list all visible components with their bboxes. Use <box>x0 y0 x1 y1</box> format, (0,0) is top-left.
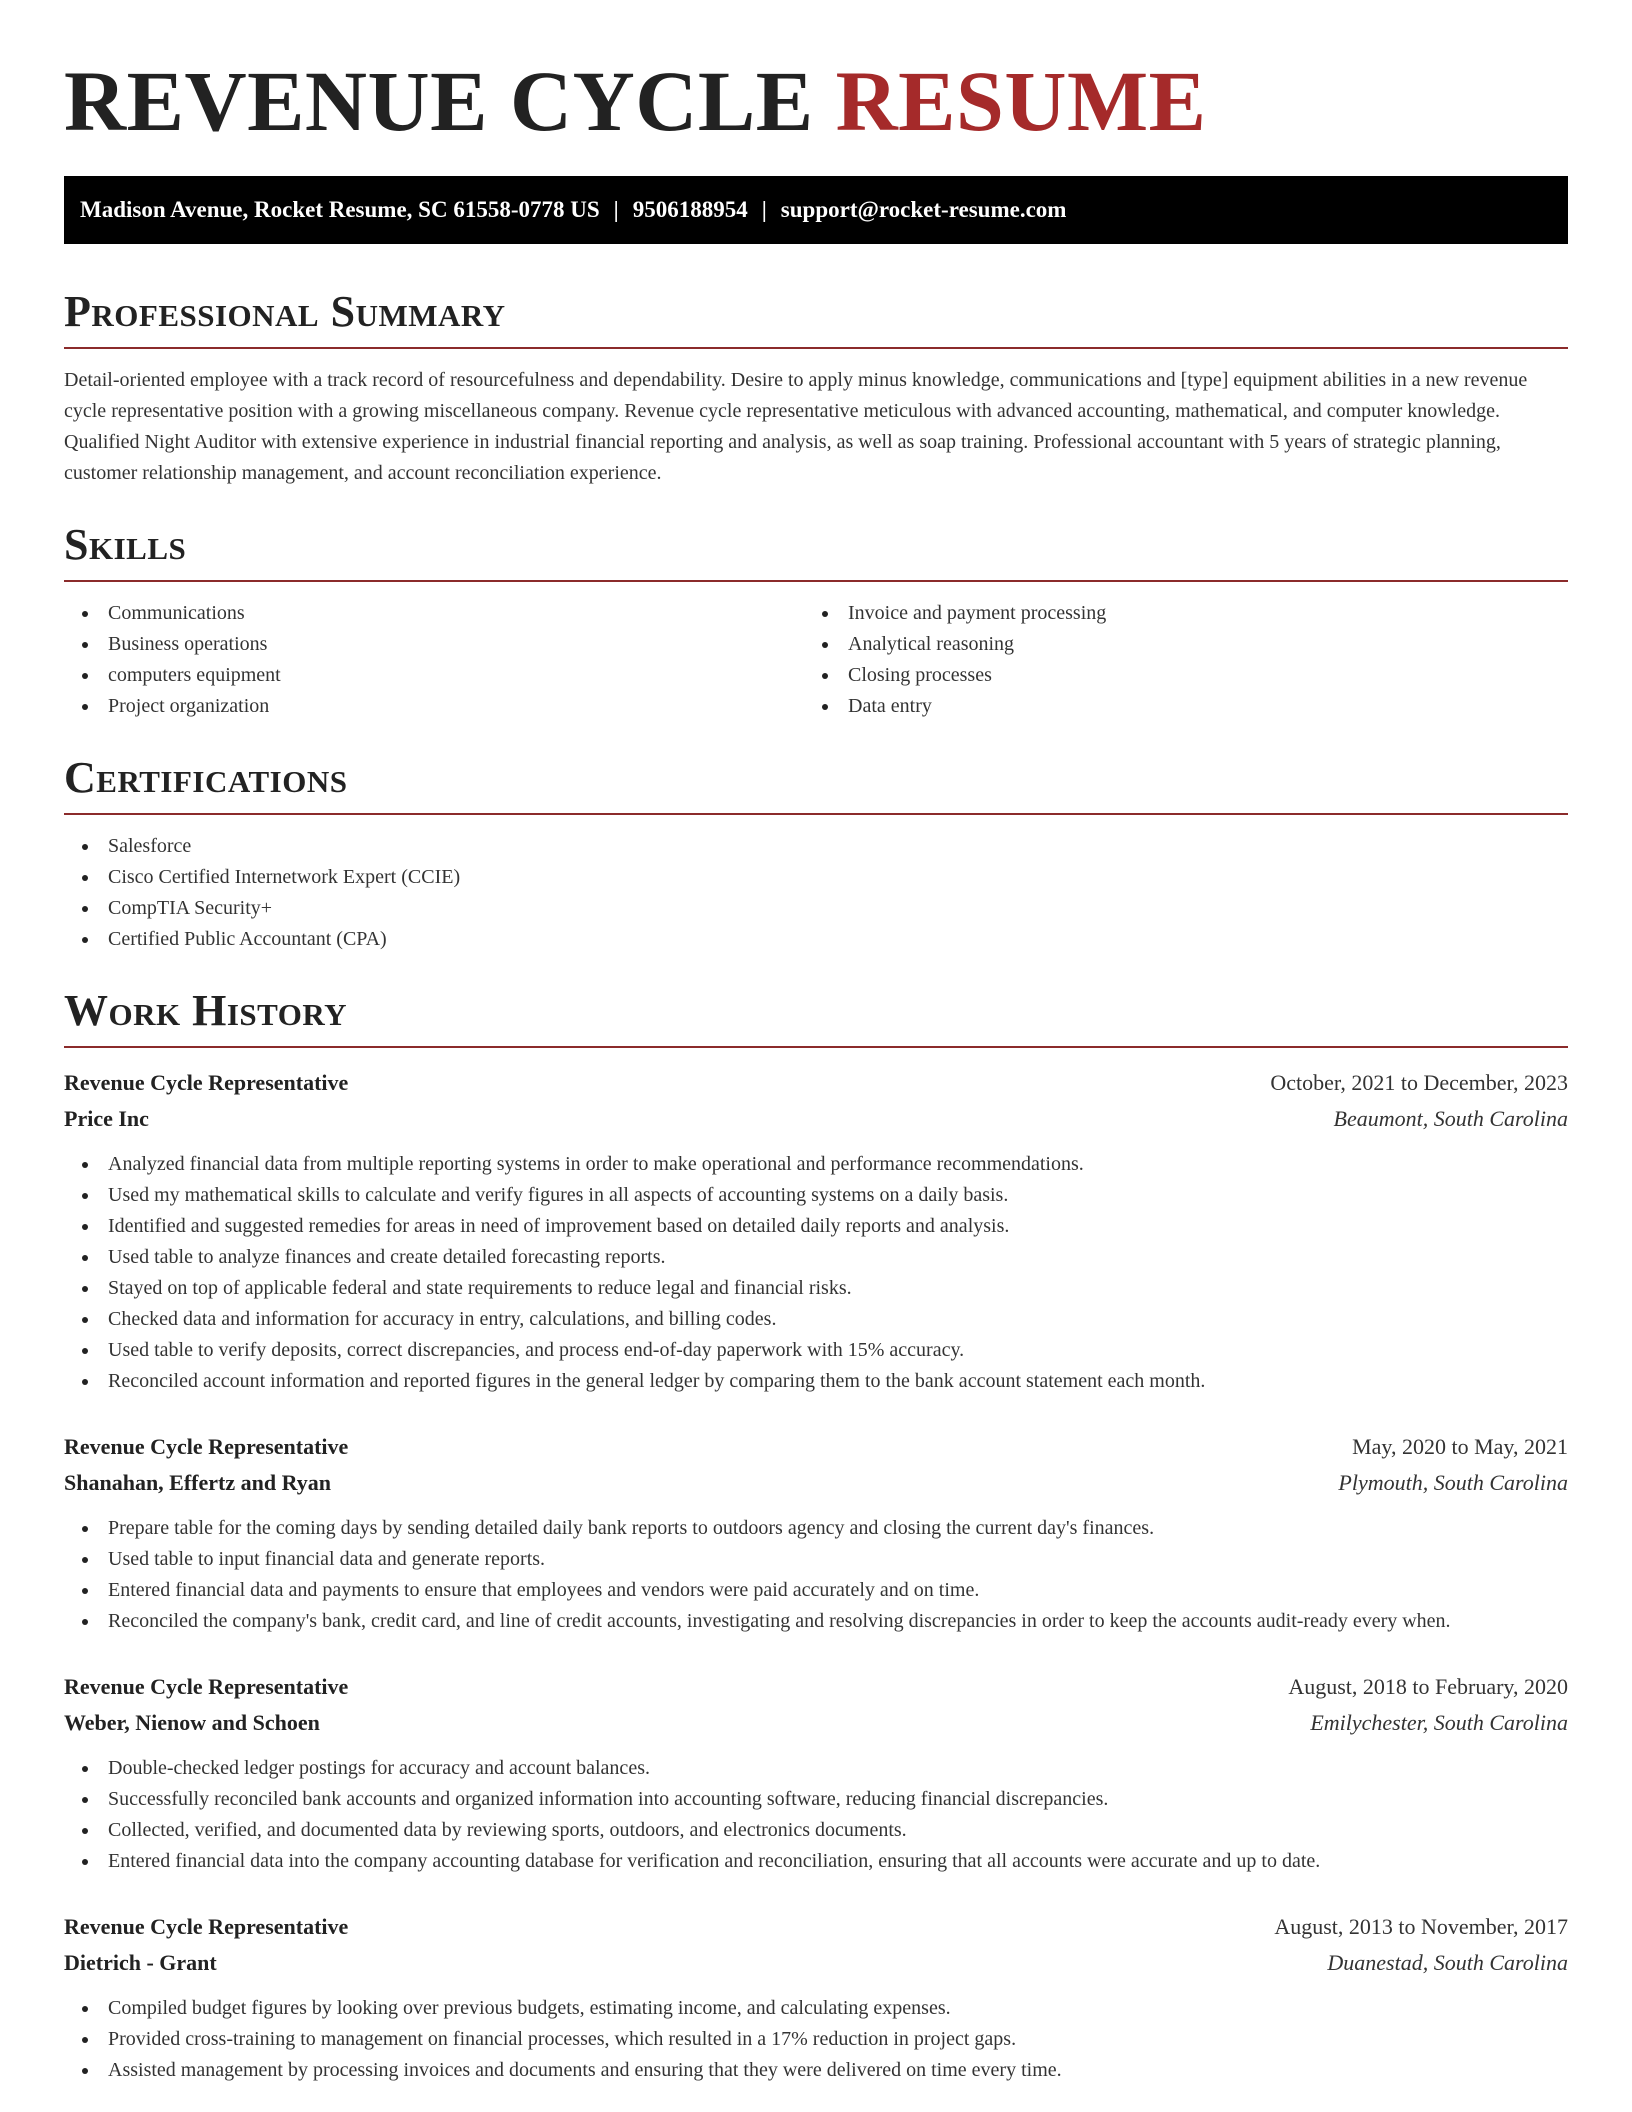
job-title: Revenue Cycle Representative <box>64 1674 349 1699</box>
job-location: Beaumont, South Carolina <box>1333 1106 1568 1131</box>
summary-text: Detail-oriented employee with a track record of resourcefulness and dependability. Desire to apply minus knowledge, communications and [type] equipment abilities in a new revenue cycle representative position with a growing miscellaneous company. Revenue cycle representative meticulous with advanced accounting, mathematical, and computer knowledge. Qualified Night Auditor with extensive experience in industrial financial reporting and analysis, as well as soap training. Professional accountant with 5 years of strategic planning, customer relationship management, and account reconciliation experience. <box>64 369 1528 484</box>
section-heading-certifications: Certifications <box>64 753 348 802</box>
skill-item: Business operations <box>64 629 804 660</box>
job-duty-item: Successfully reconciled bank accounts and organized information into accounting software, reducing financial discrepancies. <box>64 1784 1568 1815</box>
job-entry <box>64 1429 1568 1637</box>
job-company-row <box>64 1101 1568 1137</box>
job-title: Revenue Cycle Representative <box>64 1434 349 1459</box>
resume-title <box>64 0 1568 149</box>
job-duty-item: Compiled budget figures by looking over previous budgets, estimating income, and calculating expenses. <box>64 1993 1568 2024</box>
skill-item: Communications <box>64 598 804 629</box>
certification-item: Salesforce <box>64 831 1568 862</box>
job-duty-item: Entered financial data into the company accounting database for verification and reconciliation, ensuring that all accounts were accurate and up to date. <box>64 1846 1568 1877</box>
job-duty-item: Reconciled the company's bank, credit card, and line of credit accounts, investigating and resolving discrepancies in order to keep the accounts audit-ready every when. <box>64 1606 1568 1637</box>
job-company-row <box>64 1705 1568 1741</box>
job-duty-item: Entered financial data and payments to ensure that employees and vendors were paid accurately and on time. <box>64 1575 1568 1606</box>
certifications-list <box>64 831 1568 955</box>
job-duty-item: Identified and suggested remedies for areas in need of improvement based on detailed daily reports and analysis. <box>64 1211 1568 1242</box>
job-company-row <box>64 1945 1568 1981</box>
job-duty-item: Used table to analyze finances and create detailed forecasting reports. <box>64 1242 1568 1273</box>
job-entry <box>64 1065 1568 1397</box>
job-company-row <box>64 1465 1568 1501</box>
job-company: Weber, Nienow and Schoen <box>64 1710 320 1735</box>
skill-item: Project organization <box>64 691 804 722</box>
job-entry <box>64 1909 1568 2086</box>
job-header-row <box>64 1065 1568 1101</box>
job-duty-item: Stayed on top of applicable federal and state requirements to reduce legal and financial risks. <box>64 1273 1568 1304</box>
title-accent: RESUME <box>835 53 1207 149</box>
contact-separator: | <box>761 197 767 222</box>
job-duty-item: Collected, verified, and documented data by reviewing sports, outdoors, and electronics documents. <box>64 1815 1568 1846</box>
job-dates: August, 2018 to February, 2020 <box>1288 1674 1568 1699</box>
job-header-row <box>64 1429 1568 1465</box>
professional-summary-section <box>64 286 1568 489</box>
job-title: Revenue Cycle Representative <box>64 1914 349 1939</box>
job-location: Emilychester, South Carolina <box>1310 1710 1568 1735</box>
job-duty-item: Prepare table for the coming days by sending detailed daily bank reports to outdoors agency and closing the current day's finances. <box>64 1513 1568 1544</box>
title-main: REVENUE CYCLE <box>64 53 814 149</box>
skills-list-right <box>804 598 1544 722</box>
certification-item: CompTIA Security+ <box>64 893 1568 924</box>
job-duties-list <box>64 1753 1568 1877</box>
job-location: Duanestad, South Carolina <box>1327 1950 1568 1975</box>
job-company: Dietrich - Grant <box>64 1950 217 1975</box>
contact-phone: 9506188954 <box>632 197 748 222</box>
job-duty-item: Reconciled account information and reported figures in the general ledger by comparing them to the bank account statement each month. <box>64 1366 1568 1397</box>
job-duties-list <box>64 1993 1568 2086</box>
job-dates: May, 2020 to May, 2021 <box>1352 1434 1568 1459</box>
job-duties-list <box>64 1513 1568 1637</box>
job-duty-item: Analyzed financial data from multiple reporting systems in order to make operational and performance recommendations. <box>64 1149 1568 1180</box>
job-entry <box>64 1669 1568 1877</box>
skill-item: Invoice and payment processing <box>804 598 1544 629</box>
job-location: Plymouth, South Carolina <box>1338 1470 1568 1495</box>
section-heading-skills: Skills <box>64 520 187 569</box>
job-duty-item: Used table to input financial data and generate reports. <box>64 1544 1568 1575</box>
job-dates: October, 2021 to December, 2023 <box>1270 1070 1568 1095</box>
job-company: Shanahan, Effertz and Ryan <box>64 1470 331 1495</box>
job-header-row <box>64 1909 1568 1945</box>
job-duty-item: Used my mathematical skills to calculate and verify figures in all aspects of accounting systems on a daily basis. <box>64 1180 1568 1211</box>
job-duty-item: Used table to verify deposits, correct discrepancies, and process end-of-day paperwork with 15% accuracy. <box>64 1335 1568 1366</box>
job-duty-item: Checked data and information for accuracy in entry, calculations, and billing codes. <box>64 1304 1568 1335</box>
section-divider <box>64 347 1568 349</box>
skills-list-left <box>64 598 804 722</box>
contact-email: support@rocket-resume.com <box>780 197 1067 222</box>
skill-item: Analytical reasoning <box>804 629 1544 660</box>
job-duty-item: Double-checked ledger postings for accuracy and account balances. <box>64 1753 1568 1784</box>
skills-section <box>64 519 1568 722</box>
job-title: Revenue Cycle Representative <box>64 1070 349 1095</box>
section-divider <box>64 580 1568 582</box>
contact-bar <box>64 176 1568 244</box>
job-company: Price Inc <box>64 1106 149 1131</box>
certification-item: Cisco Certified Internetwork Expert (CCIE) <box>64 862 1568 893</box>
section-divider <box>64 1046 1568 1048</box>
section-heading-summary: Professional Summary <box>64 287 506 336</box>
skill-item: Closing processes <box>804 660 1544 691</box>
job-duty-item: Assisted management by processing invoices and documents and ensuring that they were delivered on time every time. <box>64 2055 1568 2086</box>
section-heading-work-history: Work History <box>64 986 348 1035</box>
contact-separator: | <box>613 197 619 222</box>
certifications-section <box>64 752 1568 955</box>
certification-item: Certified Public Accountant (CPA) <box>64 924 1568 955</box>
skill-item: computers equipment <box>64 660 804 691</box>
job-dates: August, 2013 to November, 2017 <box>1274 1914 1568 1939</box>
work-history-section <box>64 985 1568 2086</box>
job-duty-item: Provided cross-training to management on financial processes, which resulted in a 17% reduction in project gaps. <box>64 2024 1568 2055</box>
job-duties-list <box>64 1149 1568 1397</box>
section-divider <box>64 813 1568 815</box>
job-header-row <box>64 1669 1568 1705</box>
skill-item: Data entry <box>804 691 1544 722</box>
contact-address: Madison Avenue, Rocket Resume, SC 61558-0778 US <box>80 197 600 222</box>
skills-grid <box>64 598 1568 722</box>
